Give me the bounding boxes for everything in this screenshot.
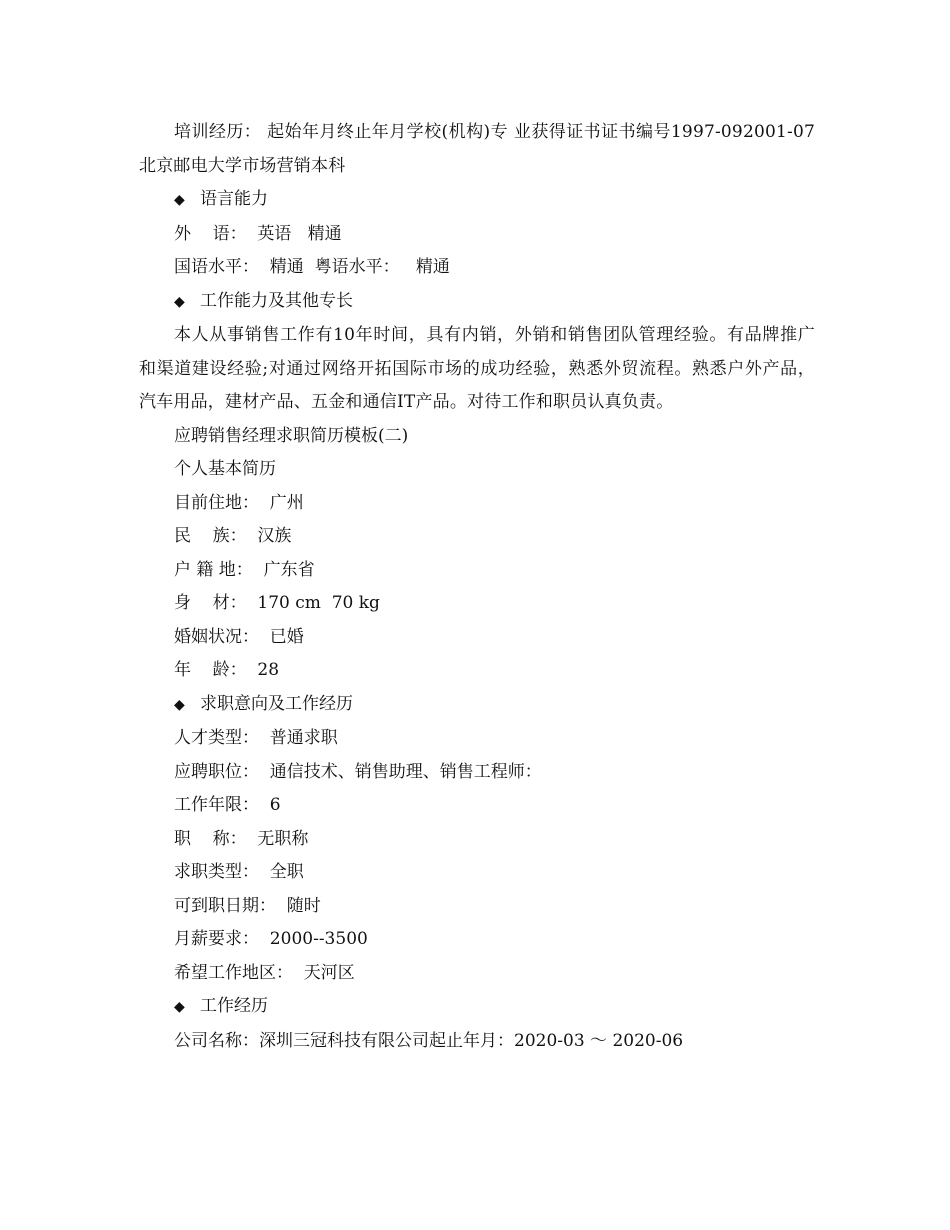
training-paragraph: 培训经历： 起始年月终止年月学校(机构)专 业获得证书证书编号1997-092001-07北京邮电大学市场营销本科 bbox=[139, 122, 815, 176]
document-page bbox=[139, 116, 815, 1058]
basic-info-line: 民 族： 汉族 bbox=[174, 526, 292, 546]
language-heading-text: 语言能力 bbox=[200, 189, 268, 209]
basic-info-line: 户 籍 地： 广东省 bbox=[174, 559, 315, 580]
abilities-heading-text: 工作能力及其他专长 bbox=[200, 290, 353, 311]
intention-line: 月薪要求： 2000--3500 bbox=[174, 929, 368, 949]
foreign-language-line: 外 语： 英语 精通 bbox=[174, 223, 342, 244]
diamond-bullet-icon: ◆ bbox=[174, 293, 185, 310]
basic-info-line: 目前住地： 广州 bbox=[174, 492, 304, 513]
intention-line: 可到职日期： 随时 bbox=[174, 895, 321, 916]
intention-line: 工作年限： 6 bbox=[174, 795, 281, 815]
mandarin-cantonese-line: 国语水平： 精通 粤语水平： 精通 bbox=[174, 257, 450, 277]
work-history-heading bbox=[139, 990, 815, 1025]
diamond-bullet-icon: ◆ bbox=[174, 192, 185, 208]
intention-line: 应聘职位： 通信技术、销售助理、销售工程师： bbox=[174, 761, 542, 782]
work-history-heading-text: 工作经历 bbox=[200, 996, 268, 1016]
intention-line: 希望工作地区： 天河区 bbox=[174, 962, 355, 983]
abilities-heading bbox=[139, 285, 815, 320]
work-history-line: 公司名称：深圳三冠科技有限公司起止年月：2020-03 ～ 2020-06 bbox=[174, 1030, 684, 1051]
basic-info-line: 年 龄： 28 bbox=[174, 660, 280, 680]
basic-info-line: 婚姻状况： 已婚 bbox=[174, 626, 304, 647]
language-heading bbox=[139, 183, 815, 218]
intention-line: 职 称： 无职称 bbox=[174, 828, 309, 849]
template-title: 应聘销售经理求职简历模板(二) bbox=[174, 425, 409, 446]
intention-line: 求职类型： 全职 bbox=[174, 862, 304, 882]
basic-title: 个人基本简历 bbox=[174, 459, 276, 479]
intention-heading-text: 求职意向及工作经历 bbox=[200, 693, 353, 714]
basic-info-line: 身 材： 170 cm 70 kg bbox=[174, 593, 380, 613]
diamond-bullet-icon: ◆ bbox=[174, 696, 185, 713]
intention-line: 人才类型： 普通求职 bbox=[174, 728, 338, 748]
diamond-bullet-icon: ◆ bbox=[174, 999, 185, 1015]
abilities-paragraph: 本人从事销售工作有10年时间，具有内销，外销和销售团队管理经验。有品牌推广和渠道建设经验;对通过网络开拓国际市场的成功经验，熟悉外贸流程。熟悉户外产品，汽车用品，建材产品、五金和通信IT产品。对待工作和职员认真负责。 bbox=[139, 325, 815, 412]
intention-heading bbox=[139, 688, 815, 723]
